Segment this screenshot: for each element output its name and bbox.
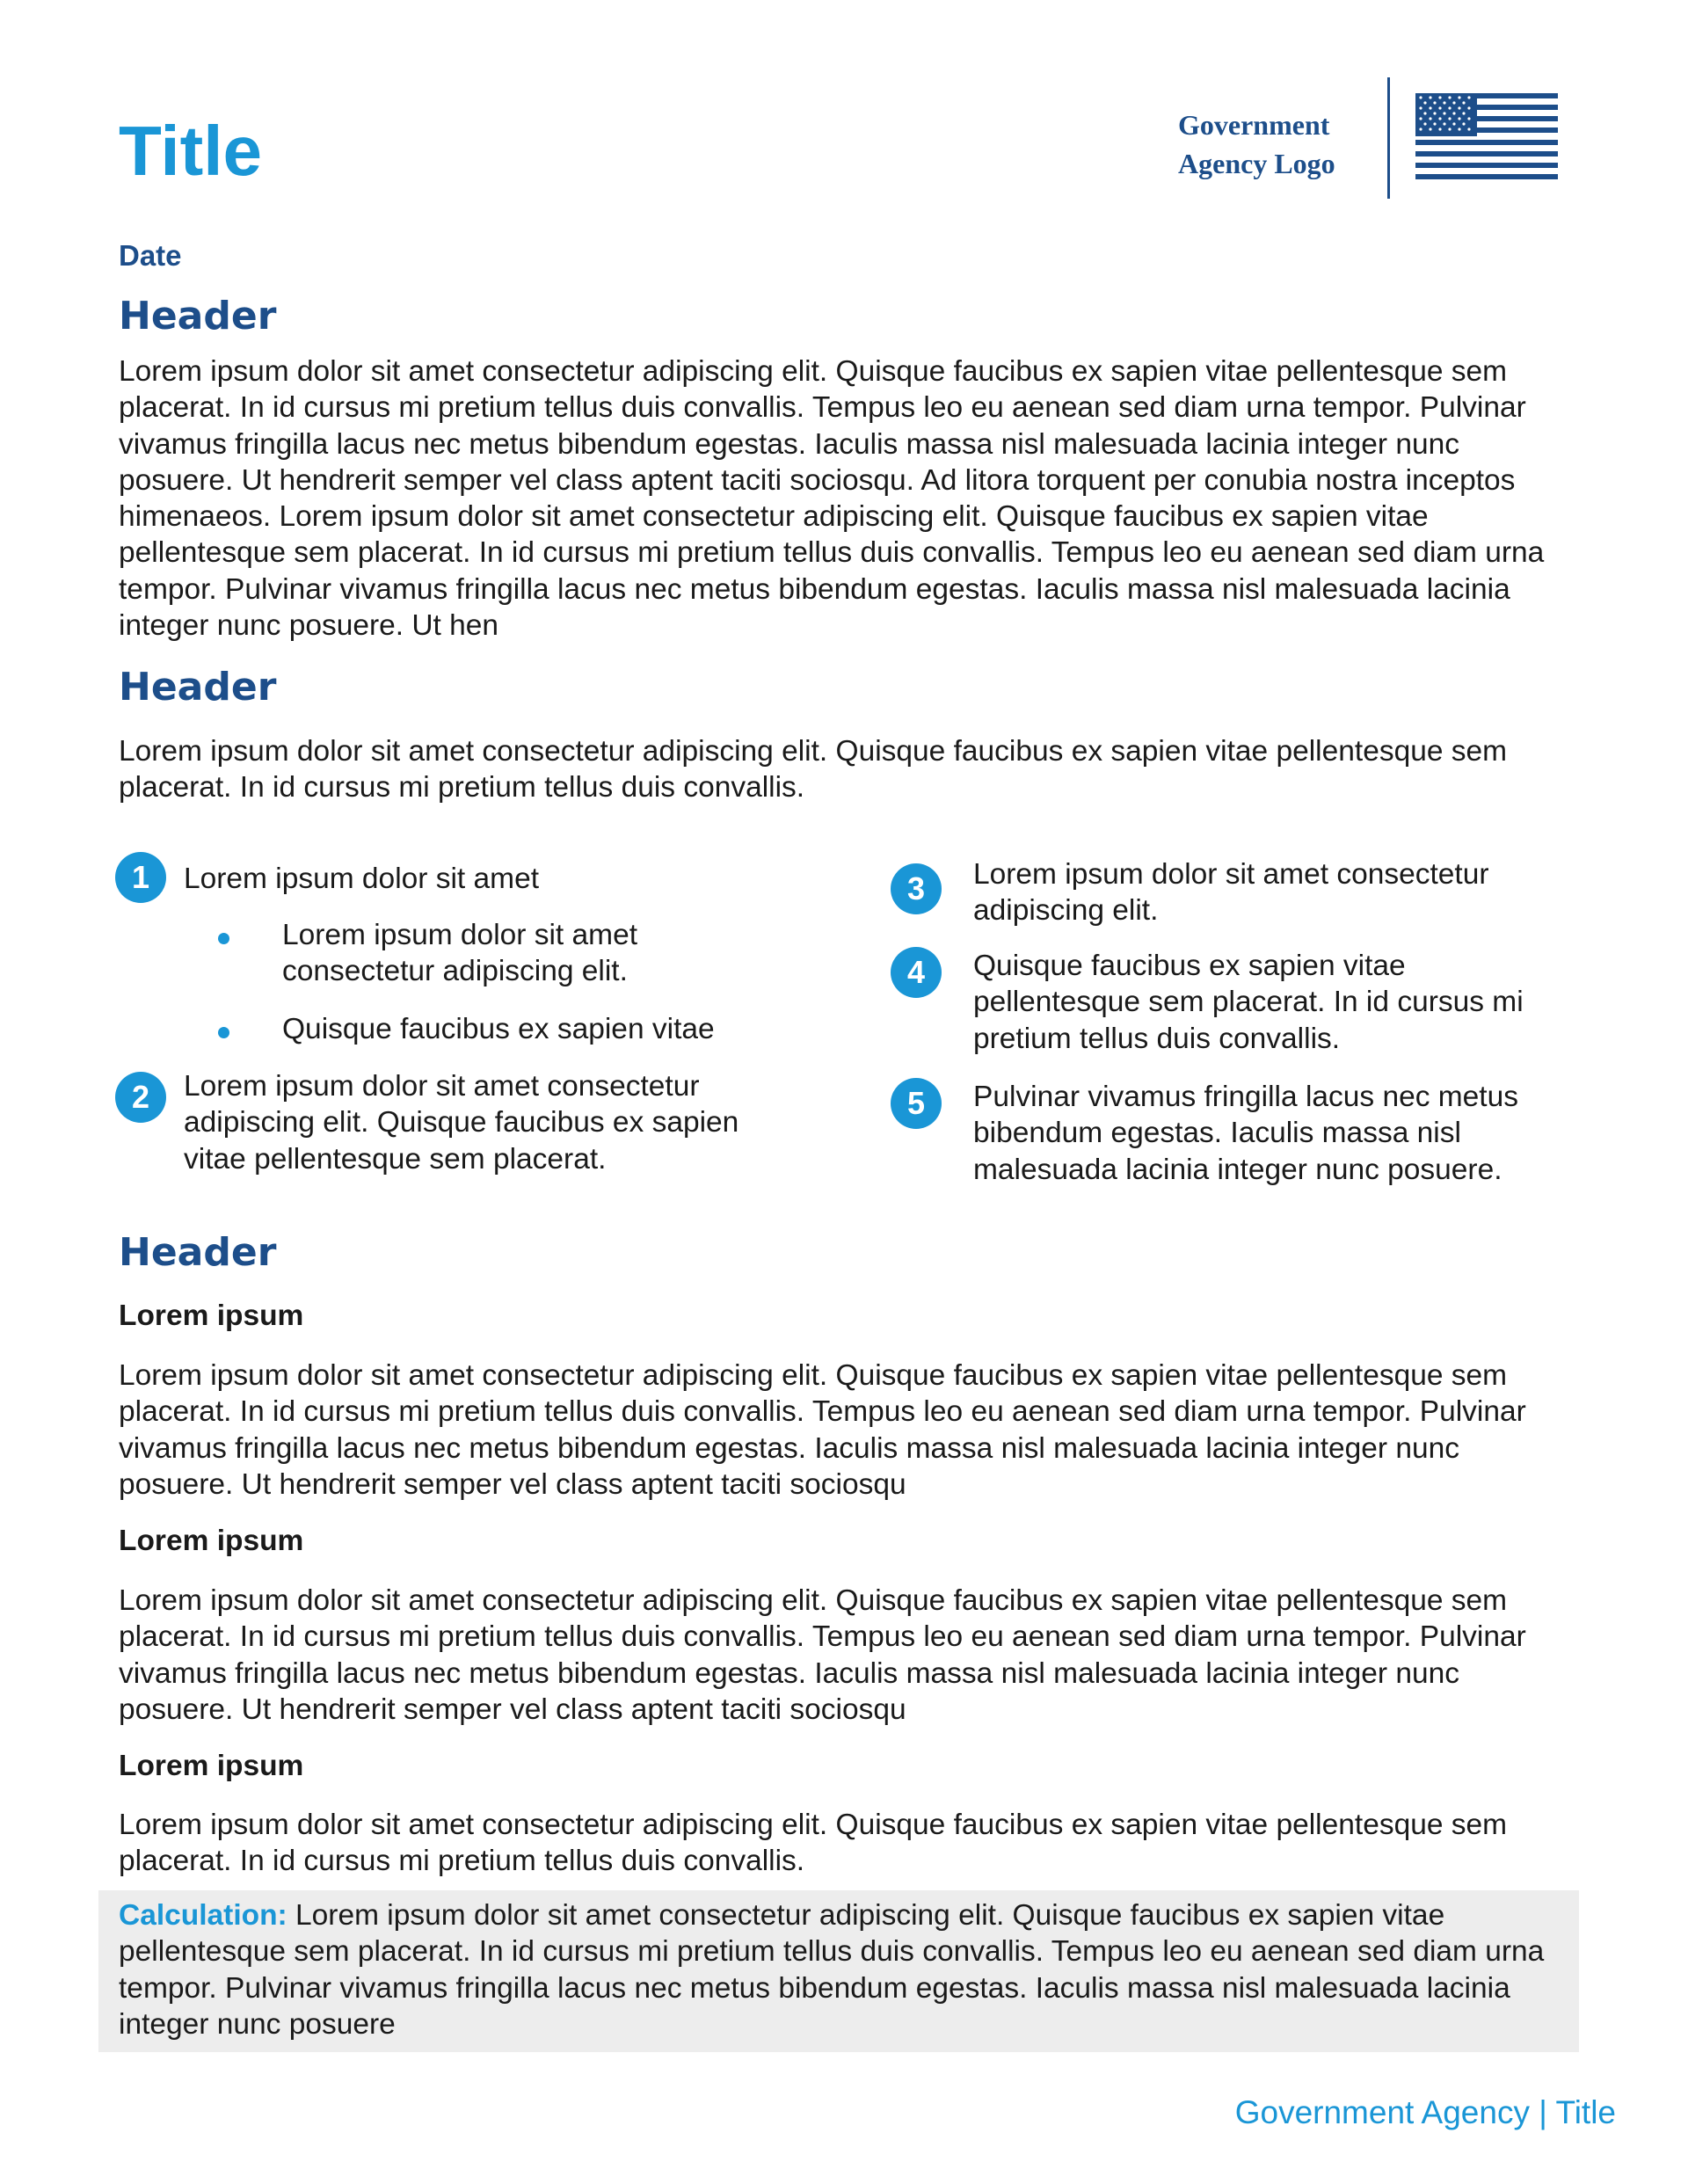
list-item: Pulvinar vivamus fringilla lacus nec metus bibendum egestas. Iaculis massa nisl malesuada lacinia integer nunc posuere. — [973, 1081, 1518, 1186]
section-header: Header — [119, 665, 277, 710]
list-number-badge: 3 — [891, 863, 942, 914]
list-number-badge: 1 — [115, 852, 166, 903]
list-number-badge: 2 — [115, 1072, 166, 1123]
logo-line-1: Government — [1178, 109, 1330, 141]
list-item: Quisque faucibus ex sapien vitae pellentesque sem placerat. In id cursus mi pretium tellus duis convallis. — [973, 950, 1524, 1055]
us-flag-icon — [1415, 93, 1558, 179]
section-header: Header — [119, 1230, 277, 1275]
calculation-label: Calculation: — [119, 1899, 287, 1932]
calculation-body: Lorem ipsum dolor sit amet consectetur adipiscing elit. Quisque faucibus ex sapien vitae pellentesque sem placerat. In id cursus mi pretium tellus duis convallis. Tempus leo eu aenean sed diam urna tempor. Pulvinar vivamus fringilla lacus nec metus bibendum egestas. Iaculis massa nisl malesuada lacinia integer nunc posuere — [119, 1899, 1545, 2041]
bullet-dot — [218, 1027, 229, 1038]
section-body: Lorem ipsum dolor sit amet consectetur adipiscing elit. Quisque faucibus ex sapien vitae pellentesque sem placerat. In id cursus mi pretium tellus duis convallis. Tempus leo eu aenean sed diam urna tempor. Pulvinar vivamus fringilla lacus nec metus bibendum egestas. Iaculis massa nisl malesuada lacinia integer nunc posuere. Ut hendrerit semper vel class aptent taciti sociosqu — [119, 1584, 1526, 1726]
section-body: Lorem ipsum dolor sit amet consectetur adipiscing elit. Quisque faucibus ex sapien vitae pellentesque sem placerat. In id cursus mi pretium tellus duis convallis. Tempus leo eu aenean sed diam urna tempor. Pulvinar vivamus fringilla lacus nec metus bibendum egestas. Iaculis massa nisl malesuada lacinia integer nunc posuere. Ut hendrerit semper vel class aptent taciti sociosqu — [119, 1359, 1526, 1501]
section-body: Lorem ipsum dolor sit amet consectetur adipiscing elit. Quisque faucibus ex sapien vitae pellentesque sem placerat. In id cursus mi pretium tellus duis convallis. Tempus leo eu aenean sed diam urna tempor. Pulvinar vivamus fringilla lacus nec metus bibendum egestas. Iaculis massa nisl malesuada lacinia integer nunc posuere. Ut hendrerit semper vel class aptent taciti sociosqu. Ad litora torquent per conubia nostra inceptos himenaeos. Lorem ipsum dolor sit amet consectetur adipiscing elit. Quisque faucibus ex sapien vitae pellentesque sem placerat. In id cursus mi pretium tellus duis convallis. Tempus leo eu aenean sed diam urna tempor. Pulvinar vivamus fringilla lacus nec metus bibendum egestas. Iaculis massa nisl malesuada lacinia integer nunc posuere. Ut hen — [119, 355, 1545, 643]
agency-logo-text — [1178, 106, 1380, 183]
sub-list-item: Quisque faucibus ex sapien vitae — [282, 1013, 715, 1045]
logo-line-2: Agency Logo — [1178, 148, 1335, 179]
list-number-badge: 4 — [891, 947, 942, 998]
footer-text: Government Agency | Title — [1234, 2094, 1616, 2130]
list-item: Lorem ipsum dolor sit amet consectetur adipiscing elit. Quisque faucibus ex sapien vitae pellentesque sem placerat. — [184, 1070, 739, 1176]
sub-heading: Lorem ipsum — [119, 1750, 304, 1782]
section-header: Header — [119, 294, 277, 339]
sub-heading: Lorem ipsum — [119, 1525, 304, 1557]
list-number-badge: 5 — [891, 1078, 942, 1129]
document-date: Date — [119, 239, 182, 272]
sub-heading: Lorem ipsum — [119, 1299, 304, 1332]
logo-divider — [1387, 77, 1390, 199]
list-item: Lorem ipsum dolor sit amet — [184, 863, 540, 895]
sub-list-item: Lorem ipsum dolor sit amet consectetur adipiscing elit. — [282, 919, 638, 988]
section-intro: Lorem ipsum dolor sit amet consectetur adipiscing elit. Quisque faucibus ex sapien vitae pellentesque sem placerat. In id cursus mi pretium tellus duis convallis. — [119, 735, 1508, 804]
list-item: Lorem ipsum dolor sit amet consectetur adipiscing elit. — [973, 858, 1489, 928]
section-body: Lorem ipsum dolor sit amet consectetur adipiscing elit. Quisque faucibus ex sapien vitae pellentesque sem placerat. In id cursus mi pretium tellus duis convallis. — [119, 1809, 1508, 1878]
page-title: Title — [119, 112, 263, 190]
calculation-text — [119, 1897, 1569, 2042]
bullet-dot — [218, 933, 229, 944]
